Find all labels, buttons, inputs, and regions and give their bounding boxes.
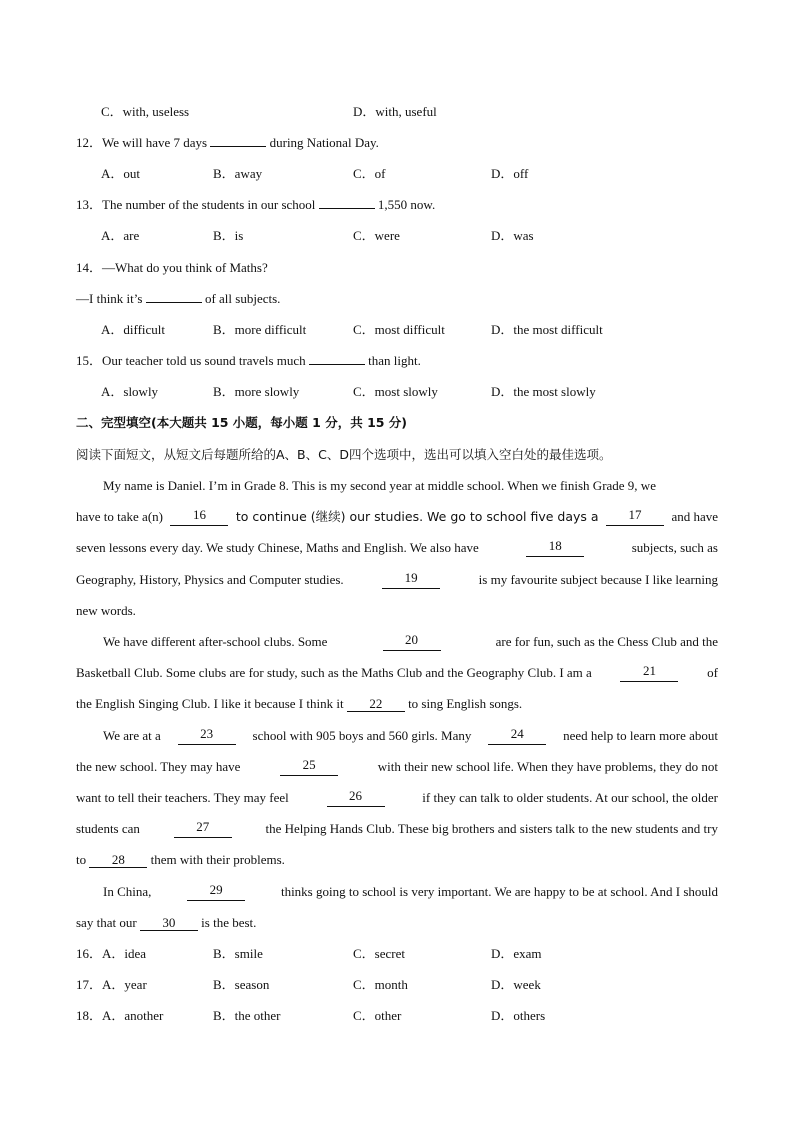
- passage-line: the new school. They may have 25 with their new school life. When they have problems, they do not: [76, 757, 718, 774]
- passage-line: We are at a 23 school with 905 boys and 560 girls. Many 24 need help to learn more about: [103, 726, 718, 743]
- question-12-stem: 12．We will have 7 days during National Day.: [76, 135, 379, 150]
- blank-17: 17: [606, 508, 664, 526]
- blank-27: 27: [174, 820, 232, 838]
- question-number: 12．: [76, 135, 103, 150]
- blank-25: 25: [280, 758, 338, 776]
- cloze-18-option-c: C．other: [353, 1008, 402, 1023]
- cloze-18-option-b: B．the other: [213, 1008, 281, 1023]
- passage-line: say that our 30 is the best.: [76, 915, 257, 930]
- blank-16: 16: [170, 508, 228, 526]
- q14-option-c: C．most difficult: [353, 322, 445, 337]
- passage-line: We have different after-school clubs. Some 20 are for fun, such as the Chess Club and the: [103, 632, 718, 649]
- cloze-16-option-b: B．smile: [213, 946, 263, 961]
- question-15-stem: 15．Our teacher told us sound travels much than light.: [76, 353, 421, 368]
- q15-option-c: C．most slowly: [353, 384, 438, 399]
- cloze-18-option-a: 18．A．another: [76, 1008, 164, 1023]
- blank-26: 26: [327, 789, 385, 807]
- q11-option-d: D．with, useful: [353, 104, 437, 119]
- q14-option-b: B．more difficult: [213, 322, 307, 337]
- passage-line: In China, 29 thinks going to school is very important. We are happy to be at school. And I should: [103, 882, 718, 899]
- q13-option-d: D．was: [491, 228, 534, 243]
- passage-line: My name is Daniel. I’m in Grade 8. This is my second year at middle school. When we finish Grade 9, we: [103, 478, 656, 493]
- q12-option-a: A．out: [101, 166, 141, 181]
- blank-24: 24: [488, 727, 546, 745]
- question-14-stem: 14．—What do you think of Maths?: [76, 260, 268, 275]
- blank-18: 18: [526, 539, 584, 557]
- answer-blank: [309, 352, 365, 365]
- passage-line: want to tell their teachers. They may feel 26 if they can talk to older students. At our school, the older: [76, 788, 718, 805]
- cloze-17-option-c: C．month: [353, 977, 408, 992]
- q11-option-c: C．with, useless: [101, 104, 190, 119]
- q15-option-d: D．the most slowly: [491, 384, 596, 399]
- cloze-16-option-c: C．secret: [353, 946, 405, 961]
- question-13-stem: 13．The number of the students in our school 1,550 now.: [76, 197, 436, 212]
- passage-line: have to take a(n) 16 to continue (继续) our studies. We go to school five days a 17 and have: [76, 507, 718, 524]
- blank-23: 23: [178, 727, 236, 745]
- cloze-16-option-d: D．exam: [491, 946, 542, 961]
- q12-option-b: B．away: [213, 166, 263, 181]
- cloze-17-option-b: B．season: [213, 977, 270, 992]
- blank-19: 19: [382, 571, 440, 589]
- passage-line: the English Singing Club. I like it because I think it 22 to sing English songs.: [76, 696, 523, 711]
- blank-29: 29: [187, 883, 245, 901]
- passage-line: Geography, History, Physics and Computer studies. 19 is my favourite subject because I like learning: [76, 570, 718, 587]
- q13-option-c: C．were: [353, 228, 400, 243]
- cloze-17-option-a: 17．A．year: [76, 977, 147, 992]
- answer-blank: [319, 196, 375, 209]
- blank-30: 30: [140, 916, 198, 931]
- blank-20: 20: [383, 633, 441, 651]
- blank-21: 21: [620, 664, 678, 682]
- passage-line: to 28 them with their problems.: [76, 852, 285, 867]
- q15-option-a: A．slowly: [101, 384, 159, 399]
- passage-line: students can 27 the Helping Hands Club. These big brothers and sisters talk to the new students and try: [76, 819, 718, 836]
- section-heading: 二、完型填空(本大题共 15 小题，每小题 1 分，共 15 分): [76, 415, 408, 430]
- blank-28: 28: [89, 853, 147, 868]
- cloze-18-option-d: D．others: [491, 1008, 546, 1023]
- cloze-16-option-a: 16．A．idea: [76, 946, 147, 961]
- passage-line: Basketball Club. Some clubs are for study, such as the Maths Club and the Geography Club. I am a 21 of: [76, 663, 718, 680]
- answer-blank: [210, 134, 266, 147]
- question-14-stem-line2: —I think it’s of all subjects.: [76, 291, 281, 306]
- q13-option-a: A．are: [101, 228, 140, 243]
- answer-blank: [146, 290, 202, 303]
- q14-option-d: D．the most difficult: [491, 322, 603, 337]
- q13-option-b: B．is: [213, 228, 244, 243]
- q14-option-a: A．difficult: [101, 322, 166, 337]
- section-instruction: 阅读下面短文，从短文后每题所给的A、B、C、D四个选项中，选出可以填入空白处的最佳选项。: [76, 447, 612, 462]
- q12-option-d: D．off: [491, 166, 529, 181]
- passage-line: new words.: [76, 603, 136, 618]
- q12-option-c: C．of: [353, 166, 386, 181]
- cloze-17-option-d: D．week: [491, 977, 541, 992]
- blank-22: 22: [347, 697, 405, 712]
- q15-option-b: B．more slowly: [213, 384, 300, 399]
- passage-line: seven lessons every day. We study Chinese, Maths and English. We also have 18 subjects, such as: [76, 538, 718, 555]
